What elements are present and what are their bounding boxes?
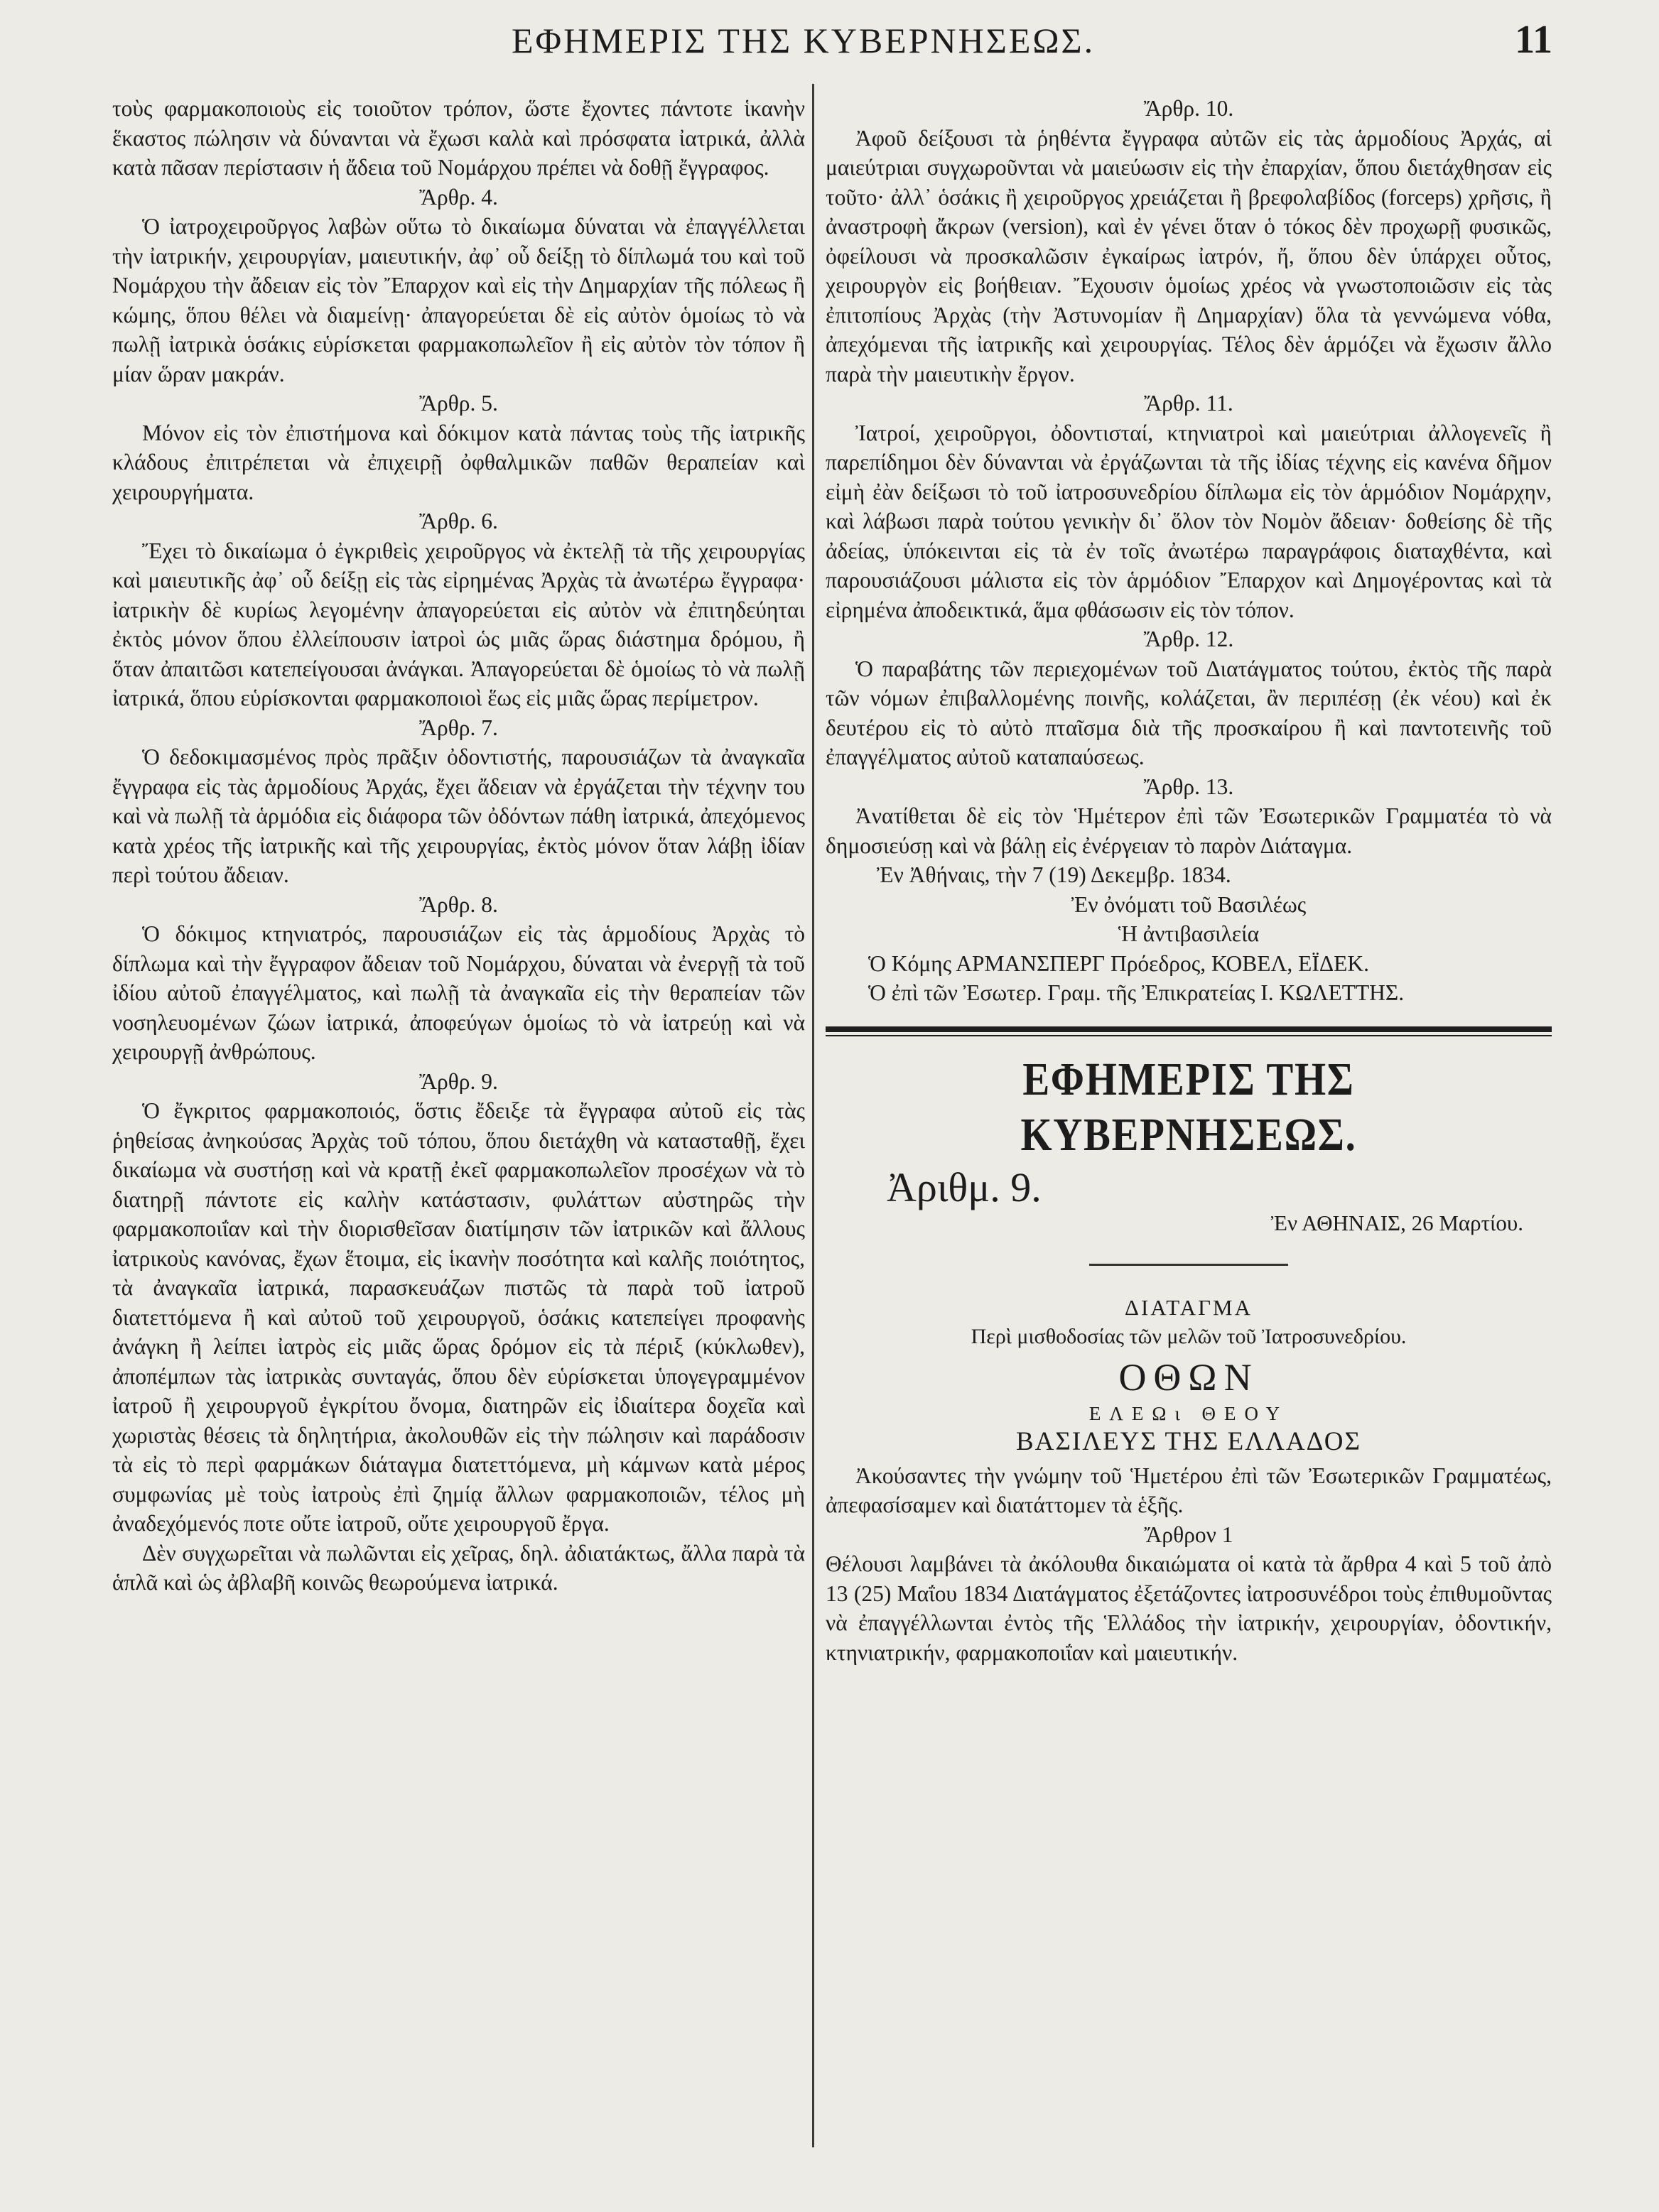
regency-line: Ἡ ἀντιβασιλεία [1118,921,1260,946]
article-7-text: Ὁ δεδοκιμασμένος πρὸς πρᾶξιν ὀδοντιστής, παρουσιάζων τὰ ἀναγκαῖα ἔγγραφα εἰς τὰς ἁρμοδίους Ἀρχάς, ἔχει ἄδειαν νὰ ἐργάζεται τὴν τέχνην του καὶ νὰ πωλῇ τὰ ἁρμόδια εἰς διάφορα τῶν ὀδόντων πάθη ἰατρικά, ἀπεχόμενος κατὰ χρέος τῆς ἰατρικῆς καὶ τῆς χειρουργίας, ἐκτὸς μόνον ὅταν λάβῃ ἰδίαν περὶ τούτου ἄδειαν. [112,744,805,887]
article-4-heading: Ἄρθρ. 4. [419,184,498,210]
article-10-heading: Ἄρθρ. 10. [1143,96,1234,121]
article-8-text: Ὁ δόκιμος κτηνιατρός, παρουσιάζων εἰς τὰς ἁρμοδίους Ἀρχὰς τὸ δίπλωμα καὶ τὴν ἔγγραφον ἄδειαν τοῦ Νομάρχου, δύναται νὰ ἐνεργῇ τὰ τοῦ ἰδίου αὐτοῦ ἐπαγγέλματος, καὶ πωλῇ τὰ ἀναγκαῖα εἰς τὴν θεραπείαν τῶν νοσηλευομένων ζώων ἰατρικά, ἀποφεύγων ὁμοίως τὸ νὰ ἰατρεύῃ καὶ νὰ χειρουργῇ ἀνθρώπους. [112,921,805,1064]
right-column [826,94,1552,1667]
running-title: ΕΦΗΜΕΡΙΣ ΤΗΣ ΚΥΒΕΡΝΗΣΕΩΣ. [512,21,1096,60]
king-title: ΒΑΣΙΛΕΥΣ ΤΗΣ ΕΛΛΑΔΟΣ [1016,1426,1361,1456]
article-5-heading: Ἄρθρ. 5. [419,391,498,416]
article-1-heading: Ἄρθρον 1 [1144,1522,1233,1547]
section-divider-thick [826,1026,1552,1032]
article-1-text: Θέλουσι λαμβάνει τὰ ἀκόλουθα δικαιώματα οἱ κατὰ τὰ ἄρθρα 4 καὶ 5 τοῦ ἀπὸ 13 (25) Μαΐου 1834 Διατάγματος ἐξετάζοντες ἰατροσυνέδροι τοὺς ἐπιθυμοῦντας νὰ ἐπαγγέλλωνται ἐντὸς τῆς Ἑλλάδος τὴν ἰατρικήν, χειρουργίαν, ὀδοντικήν, κτηνιατρικήν, φαρμακοποιΐαν καὶ μαιευτικήν. [826,1551,1552,1665]
decree-subject: Περὶ μισθοδοσίας τῶν μελῶν τοῦ Ἰατροσυνεδρίου. [971,1325,1407,1348]
issue-info-row [826,1164,1552,1248]
article-9-heading: Ἄρθρ. 9. [419,1068,498,1094]
article-8-heading: Ἄρθρ. 8. [419,891,498,917]
in-name-of-king: Ἐν ὀνόματι τοῦ Βασιλέως [1071,891,1307,917]
issue-masthead: ΕΦΗΜΕΡΙΣ ΤΗΣ ΚΥΒΕΡΝΗΣΕΩΣ. [1020,1053,1357,1161]
article-9-tail: Δὲν συγχωρεῖται νὰ πωλῶνται εἰς χεῖρας, δηλ. ἀδιατάκτως, ἄλλα παρὰ τὰ ἁπλᾶ καὶ ὡς ἀβλαβῆ κοινῶς θεωρούμενα ἰατρικά. [112,1540,805,1595]
by-grace-of-god: ΕΛΕΩι ΘΕΟΥ [1088,1402,1289,1424]
article-7-heading: Ἄρθρ. 7. [419,715,498,740]
signatories-line: Ὁ Κόμης ΑΡΜΑΝΣΠΕΡΓ Πρόεδρος, ΚΟΒΕΛ, ΕΪΔΕΚ. [868,950,1369,976]
article-12-text: Ὁ παραβάτης τῶν περιεχομένων τοῦ Διατάγματος τούτου, ἐκτὸς τῆς παρὰ τῶν νόμων ἐπιβαλλομένης ποινῆς, κολάζεται, ἂν περιπέσῃ (ἐκ νέου) καὶ ἐκ δευτέρου εἰς τὸ αὐτὸ πταῖσμα διὰ τῆς προσκαίρου ἢ καὶ παντοτεινῆς τοῦ ἐπαγγέλματος αὐτοῦ καταπαύσεως. [826,656,1552,769]
section-divider-thin [826,1035,1552,1036]
article-9-text: Ὁ ἔγκριτος φαρμακοποιός, ὅστις ἔδειξε τὰ ἔγγραφα αὐτοῦ εἰς τὰς ῥηθείσας ἀνηκούσας Ἀρχὰς τοῦ τόπου, ὅπου διετάχθη νὰ κατασταθῇ, ἔχει δικαίωμα νὰ συστήσῃ καὶ νὰ κρατῇ ἐκεῖ φαρμακοπωλεῖον προσέχων νὰ τὸ διατηρῇ πάντοτε εἰς καλὴν κατάστασιν, φυλάττων αὐστηρῶς τὴν φαρμακοποιΐαν καὶ τὴν διορισθεῖσαν διατίμησιν τῶν ἰατρικῶν καὶ ἄλλους ἰατρικοὺς κανόνας, ἔχων ἕτοιμα, εἰς ἱκανὴν ποσότητα καὶ καλῆς ποιότητος, τὰ ἀναγκαῖα ἰατρικά, παρασκευάζων πιστῶς τὰ παρὰ τοῦ ἰατροῦ διατεττόμενα ἢ καὶ αὐτοῦ τοῦ χειρουργοῦ, ὁσάκις κατεπείγει προφανὴς ἀνάγκη ἢ λείπει ἰατρὸς εἰς μιᾶς ὥρας δρόμον εἰς τὰ πέριξ (κύκλωθεν), ἀποπέμπων τὰς ἰατρικὰς συνταγάς, ὅπου δὲν εὑρίσκεται ὑπογεγραμμένον ἰατροῦ ἢ χειρουργοῦ ἐγκρίτου ὄνομα, διατηρῶν εἰς ἰδιαίτερα δοχεῖα καὶ χωριστὰς θέσεις τὰ δηλητήρια, ἀκολουθῶν εἰς τὴν πώλησιν καὶ παράδοσιν τὰ εἰς τὸ περὶ φαρμάκων διάταγμα διατεττόμενα, μὴ κάμνων κατὰ μέρος συμφωνίας μὲ τοὺς ἰατροὺς ἐπὶ ζημίᾳ ἄλλων φαρμακοποιῶν, τέλος μὴ ἀναδεχόμενός ποτε οὔτε ἰατροῦ, οὔτε χειρουργοῦ ἔργα. [112,1098,805,1536]
decree-date-line: Ἐν Ἀθήναις, τὴν 7 (19) Δεκεμβρ. 1834. [877,862,1231,887]
short-divider [1089,1264,1288,1266]
intro-paragraph: τοὺς φαρμακοποιοὺς εἰς τοιοῦτον τρόπον, ὥστε ἔχοντες πάντοτε ἱκανὴν ἕκαστος πώλησιν νὰ δύνανται νὰ ἔχωσι καλὰ καὶ πρόσφατα ἰατρικά, ἀλλὰ κατὰ πᾶσαν περίστασιν ἡ ἄδεια τοῦ Νομάρχου πρέπει νὰ δοθῇ ἔγγραφος. [112,96,805,180]
issue-number: Ἀριθμ. 9. [887,1164,1042,1210]
article-5-text: Μόνον εἰς τὸν ἐπιστήμονα καὶ δόκιμον κατὰ πάντας τοὺς τῆς ἰατρικῆς κλάδους ἐπιτρέπεται νὰ ἐπιχειρῇ ὀφθαλμικῶν παθῶν θεραπείαν καὶ χειρουργήματα. [112,420,805,504]
signature-block [826,860,1552,1008]
article-6-text: Ἔχει τὸ δικαίωμα ὁ ἐγκριθεὶς χειροῦργος νὰ ἐκτελῇ τὰ τῆς χειρουργίας καὶ μαιευτικῆς ἀφ᾽ οὗ δείξῃ εἰς τὰς εἰρημένας Ἀρχὰς τὰ ἀνωτέρω ἔγγραφα· ἰατρικὴν δὲ κυρίως λεγομένην ἀπαγορεύεται εἰς αὐτὸν νὰ ἐπιτηδεύηται ἐκτὸς μόνον ὅπου ἐλλείπουσιν ἰατροὶ ὡς μιᾶς ὥρας διάστημα δρόμου, ἢ ὅταν ἀπαιτῶσι κατεπείγουσαι ἀνάγκαι. Ἀπαγορεύεται δὲ ὁμοίως τὸ νὰ πωλῇ ἰατρικά, ὅπου εὑρίσκονται φαρμακοποιοὶ ἕως εἰς μιᾶς ὥρας περίμετρον. [112,538,805,710]
article-11-text: Ἰατροί, χειροῦργοι, ὀδοντισταί, κτηνιατροὶ καὶ μαιεύτριαι ἀλλογενεῖς ἢ παρεπίδημοι δὲν δύνανται νὰ ἐργάζωνται τὰ τῆς ἰδίας τέχνης εἰς κανένα δῆμον εἰμὴ ἐὰν δείξωσι τὸ τοῦ ἰατροσυνεδρίου δίπλωμα εἰς τὸν ἁρμόδιον Νομάρχην, καὶ λάβωσι παρὰ τούτου γενικὴν δι᾽ ὅλον τὸν Νομὸν ἄδειαν· δοθείσης δὲ τῆς ἀδείας, ὑπόκεινται εἰς τὰ ἐν τοῖς ἀνωτέρω παραγράφοις διαταχθέντα, καὶ παρουσιάζουσι μάλιστα εἰς τὸν ἁρμόδιον Ἔπαρχον καὶ Δημογέροντας καὶ τὰ εἰρημένα ἀποδεικτικά, ἅμα φθάσωσιν εἰς τὸν τόπον. [826,420,1552,622]
page-number: 11 [1515,18,1552,62]
countersignature-line: Ὁ ἐπὶ τῶν Ἐσωτερ. Γραμ. τῆς Ἐπικρατείας Ι. ΚΩΛΕΤΤΗΣ. [868,980,1405,1005]
article-10-text: Ἀφοῦ δείξουσι τὰ ῥηθέντα ἔγγραφα αὐτῶν εἰς τὰς ἁρμοδίους Ἀρχάς, αἱ μαιεύτριαι συγχωροῦνται νὰ μαιεύωσιν εἰς τὴν ἐπαρχίαν, ὅπου διετάχθησαν εἰς τοῦτο· ἀλλ᾽ ὁσάκις ἢ χειροῦργος χρειάζεται ἢ βρεφολαβίδος (forceps) χρῆσις, ἢ ἀναστροφὴ ἄκρων (version), καὶ ἐν γένει ὅταν ὁ τόκος δὲν προχωρῇ φυσικῶς, ὀφείλουσι νὰ προσκαλῶσιν ἐγκαίρως ἰατρόν, ἤ, ὅπου δὲν ὑπάρχει οὗτος, χειρουργὸν εἰς βοήθειαν. Ἔχουσιν ὁμοίως χρέος νὰ γνωστοποιῶσιν εἰς τὰς ἐπιτοπίους Ἀρχὰς (τὴν Ἀστυνομίαν ἢ Δημαρχίαν) ὅλα τὰ γεννώμενα νόθα, ἀπεχόμεναι τῆς ἰατρικῆς καὶ χειρουργίας. Τέλος δὲν ἁρμόζει νὰ ἔχωσιν ἄλλο παρὰ τὴν μαιευτικὴν ἔργον. [826,125,1552,386]
issue-date: Ἐν ΑΘΗΝΑΙΣ, 26 Μαρτίου. [1270,1210,1523,1235]
article-12-heading: Ἄρθρ. 12. [1143,627,1234,651]
king-name: ΟΘΩΝ [1118,1355,1259,1399]
article-4-text: Ὁ ἰατροχειροῦργος λαβὼν οὕτω τὸ δικαίωμα δύναται νὰ ἐπαγγέλλεται τὴν ἰατρικήν, χειρουργίαν, μαιευτικήν, ἀφ᾽ οὗ δείξῃ τὸ δίπλωμά του καὶ τοῦ Νομάρχου τὴν ἄδειαν εἰς τὸν Ἔπαρχον καὶ εἰς τὴν Δημαρχίαν τῆς πόλεως ἢ κώμης, ὅπου θέλει νὰ διαμείνῃ· ἀπαγορεύεται δὲ εἰς αὐτὸν ὁμοίως τὸ νὰ πωλῇ ἰατρικὰ ὁσάκις εὑρίσκεται φαρμακοπωλεῖον ἢ εἰς αὐτὸν τὸν τόπον ἢ μίαν ὥραν μακράν. [112,214,805,386]
article-13-heading: Ἄρθρ. 13. [1143,774,1234,799]
article-11-heading: Ἄρθρ. 11. [1144,391,1233,416]
running-header [0,13,1659,63]
decree-title: ΔΙΑΤΑΓΜΑ [1125,1294,1253,1320]
decree-preamble: Ἀκούσαντες τὴν γνώμην τοῦ Ἡμετέρου ἐπὶ τῶν Ἐσωτερικῶν Γραμματέως, ἀπεφασίσαμεν καὶ διατάττομεν τὰ ἑξῆς. [826,1463,1552,1517]
left-column [112,94,805,1598]
article-6-heading: Ἄρθρ. 6. [419,509,498,533]
article-13-text: Ἀνατίθεται δὲ εἰς τὸν Ἡμέτερον ἐπὶ τῶν Ἐσωτερικῶν Γραμματέα τὸ νὰ δημοσιεύσῃ καὶ νὰ βάλῃ εἰς ἐνέργειαν τὸ παρὸν Διάταγμα. [826,803,1552,858]
column-divider [812,84,814,2147]
